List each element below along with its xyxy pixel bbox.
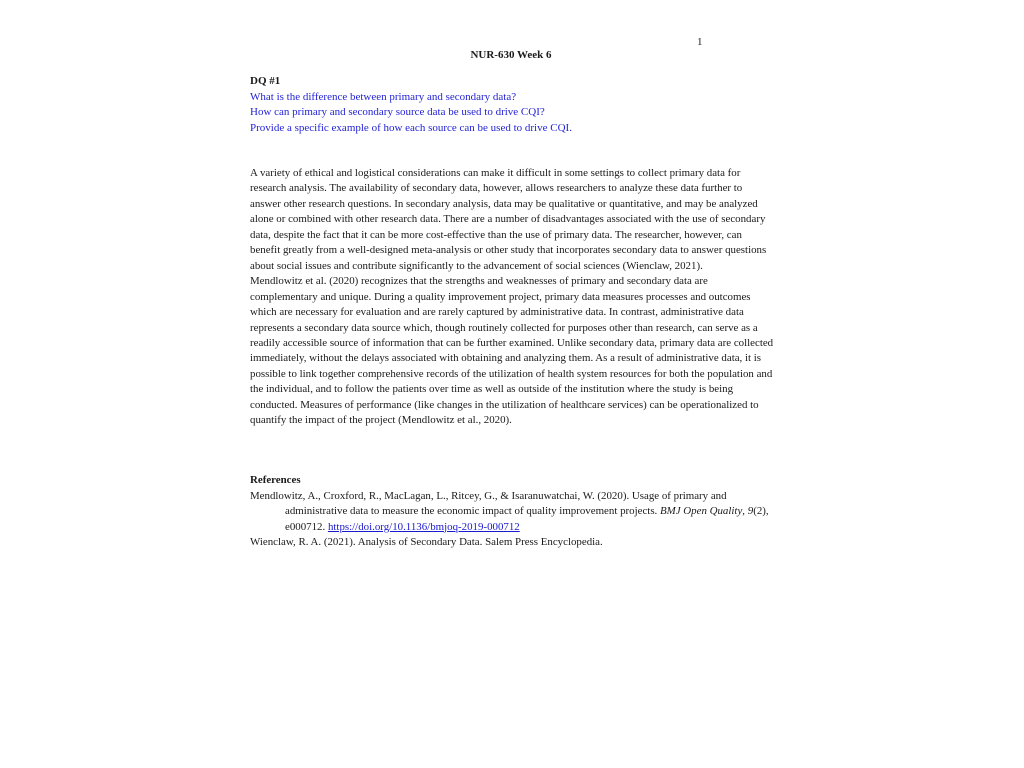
body-paragraph-1: A variety of ethical and logistical considerations can make it difficult in some settings to collect primary data for research analysis. The availability of secondary data, however, allows researchers to analyze these data further to answer other research questions. In secondary analysis, data may be qualitative or quantitative, and may be analyzed alone or combined with other research data. There are a number of disadvantages associated with the use of secondary data, despite the fact that it can be more cost-effective than the use of primary data. The researcher, however, can benefit greatly from a well-designed meta-analysis or other study that incorporates secondary data to answer questions about social issues and contribute significantly to the advancement of social sciences (Wienclaw, 2021).: [250, 167, 767, 272]
discussion-question-block: [250, 74, 780, 136]
page-number: 1: [697, 36, 703, 48]
body-paragraph-2: Mendlowitz et al. (2020) recognizes that the strengths and weaknesses of primary and secondary data are complementary and unique. During a quality improvement project, primary data measures processes and outcomes which are necessary for evaluation and are rarely captured by administrative data. In contrast, administrative data represents a secondary data source which, though routinely collected for purposes other than research, can serve as a readily accessible source of information that can be further examined. Unlike secondary data, primary data are collected immediately, without the delays associated with obtaining and analyzing them. As a result of administrative data, it is possible to link together comprehensive records of the utilization of health system resources for both the population and the individual, and to follow the patients over time as well as outside of the institution where the study is being conducted. Measures of performance (like changes in the utilization of healthcare services) can be operationalized to quantify the impact of the project (Mendlowitz et al., 2020).: [250, 275, 774, 427]
ref1-journal: BMJ Open Quality: [660, 505, 743, 517]
reference-entry-wienclaw: Wienclaw, R. A. (2021). Analysis of Secondary Data. Salem Press Encyclopedia.: [250, 536, 603, 548]
ref1-authors-title: Mendlowitz, A., Croxford, R., MacLagan, L., Ritcey, G., & Isaranuwatchai, W. (2020). Usage of primary and administrative data to measure the economic impact of quality improvement projects.: [250, 489, 727, 517]
reference-entry-mendlowitz: [250, 489, 770, 536]
document-title: NUR-630 Week 6: [470, 49, 552, 61]
ref1-volume: 9: [747, 505, 754, 517]
dq-heading: DQ #1: [250, 75, 281, 87]
ref1-issue-pages: (2), e000712.: [285, 505, 769, 533]
references-heading: References: [250, 474, 301, 486]
response-body: [250, 166, 774, 429]
references-section: [250, 473, 770, 551]
ref1-separator: ,: [742, 505, 748, 517]
ref1-doi-link[interactable]: https://doi.org/10.1136/bmjoq-2019-000712: [327, 520, 520, 533]
dq-question-2: How can primary and secondary source data be used to drive CQI?: [250, 106, 545, 118]
dq-question-1: What is the difference between primary and secondary data?: [250, 90, 517, 103]
dq-question-3: Provide a specific example of how each source can be used to drive CQI.: [250, 121, 572, 134]
